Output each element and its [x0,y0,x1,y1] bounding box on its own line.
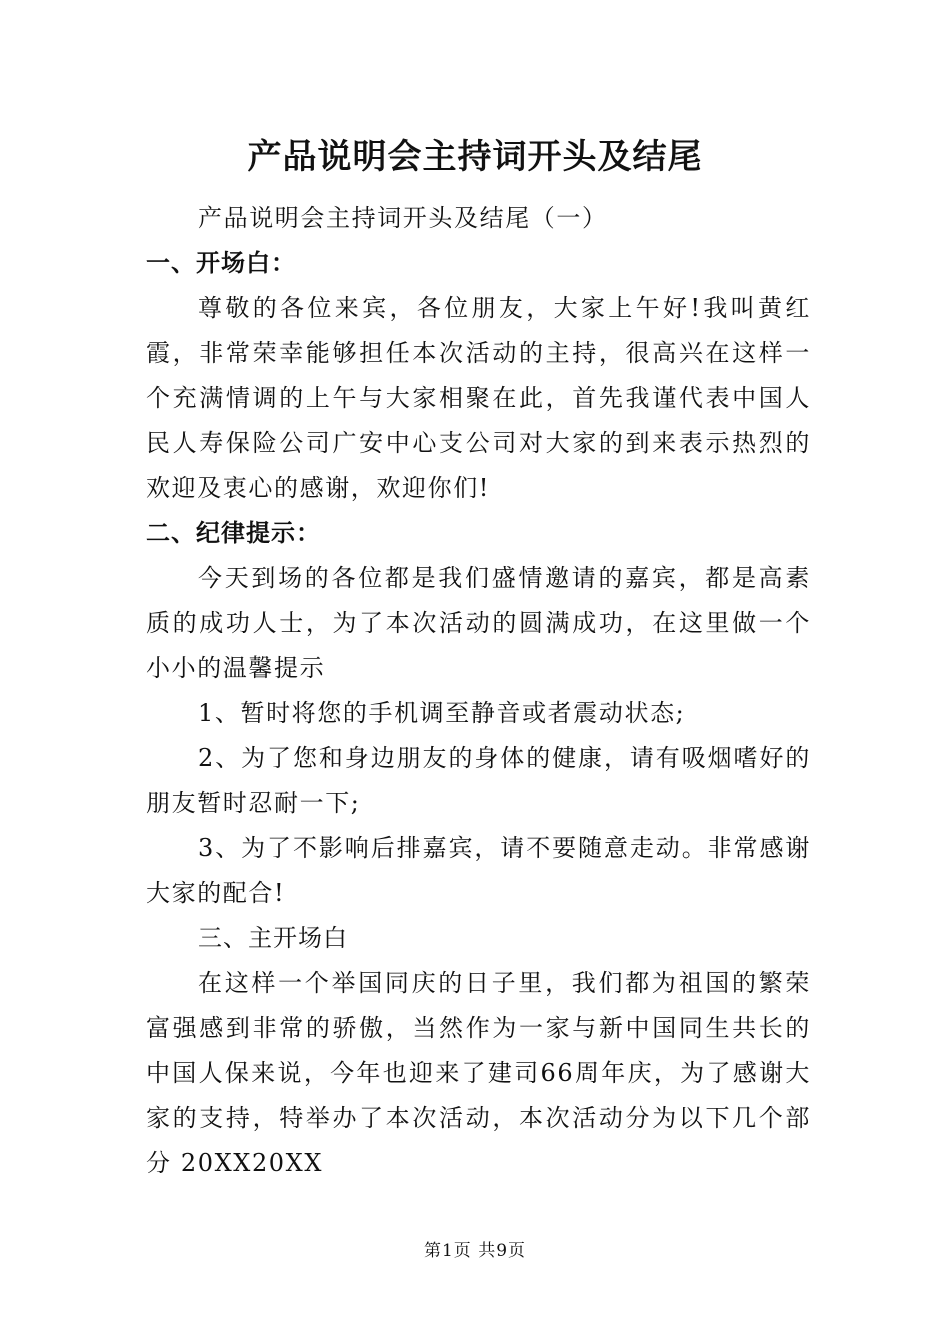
page-footer: 第1页 共9页 [423,1241,527,1261]
body-paragraph: 尊敬的各位来宾，各位朋友，大家上午好!我叫黄红霞，非常荣幸能够担任本次活动的主持，很高兴在这样一个充满情调的上午与大家相聚在此，首先我谨代表中国人民人寿保险公司广安中心支公司对大家的到来表示热烈的欢迎及衷心的感谢，欢迎你们! [146,294,811,502]
body-paragraph: 今天到场的各位都是我们盛情邀请的嘉宾，都是高素质的成功人士，为了本次活动的圆满成功，在这里做一个小小的温馨提示 [146,564,811,682]
list-item: 3、为了不影响后排嘉宾，请不要随意走动。非常感谢大家的配合! [146,834,811,907]
document-body [146,196,811,1186]
list-item: 2、为了您和身边朋友的身体的健康，请有吸烟嗜好的朋友暂时忍耐一下; [146,744,811,817]
body-paragraph: 在这样一个举国同庆的日子里，我们都为祖国的繁荣富强感到非常的骄傲，当然作为一家与新中国同生共长的中国人保来说，今年也迎来了建司66周年庆，为了感谢大家的支持，特举办了本次活动，本次活动分为以下几个部分 20XX20XX [146,969,811,1177]
subtitle-paragraph: 产品说明会主持词开头及结尾（一） [198,204,608,232]
list-item: 1、暂时将您的手机调至静音或者震动状态; [198,699,686,727]
section-heading-discipline: 二、纪律提示： [146,519,321,547]
section-heading-opening: 一、开场白： [146,249,296,277]
document-title: 产品说明会主持词开头及结尾 [247,137,703,177]
section-heading-main-opening: 三、主开场白 [198,924,348,952]
